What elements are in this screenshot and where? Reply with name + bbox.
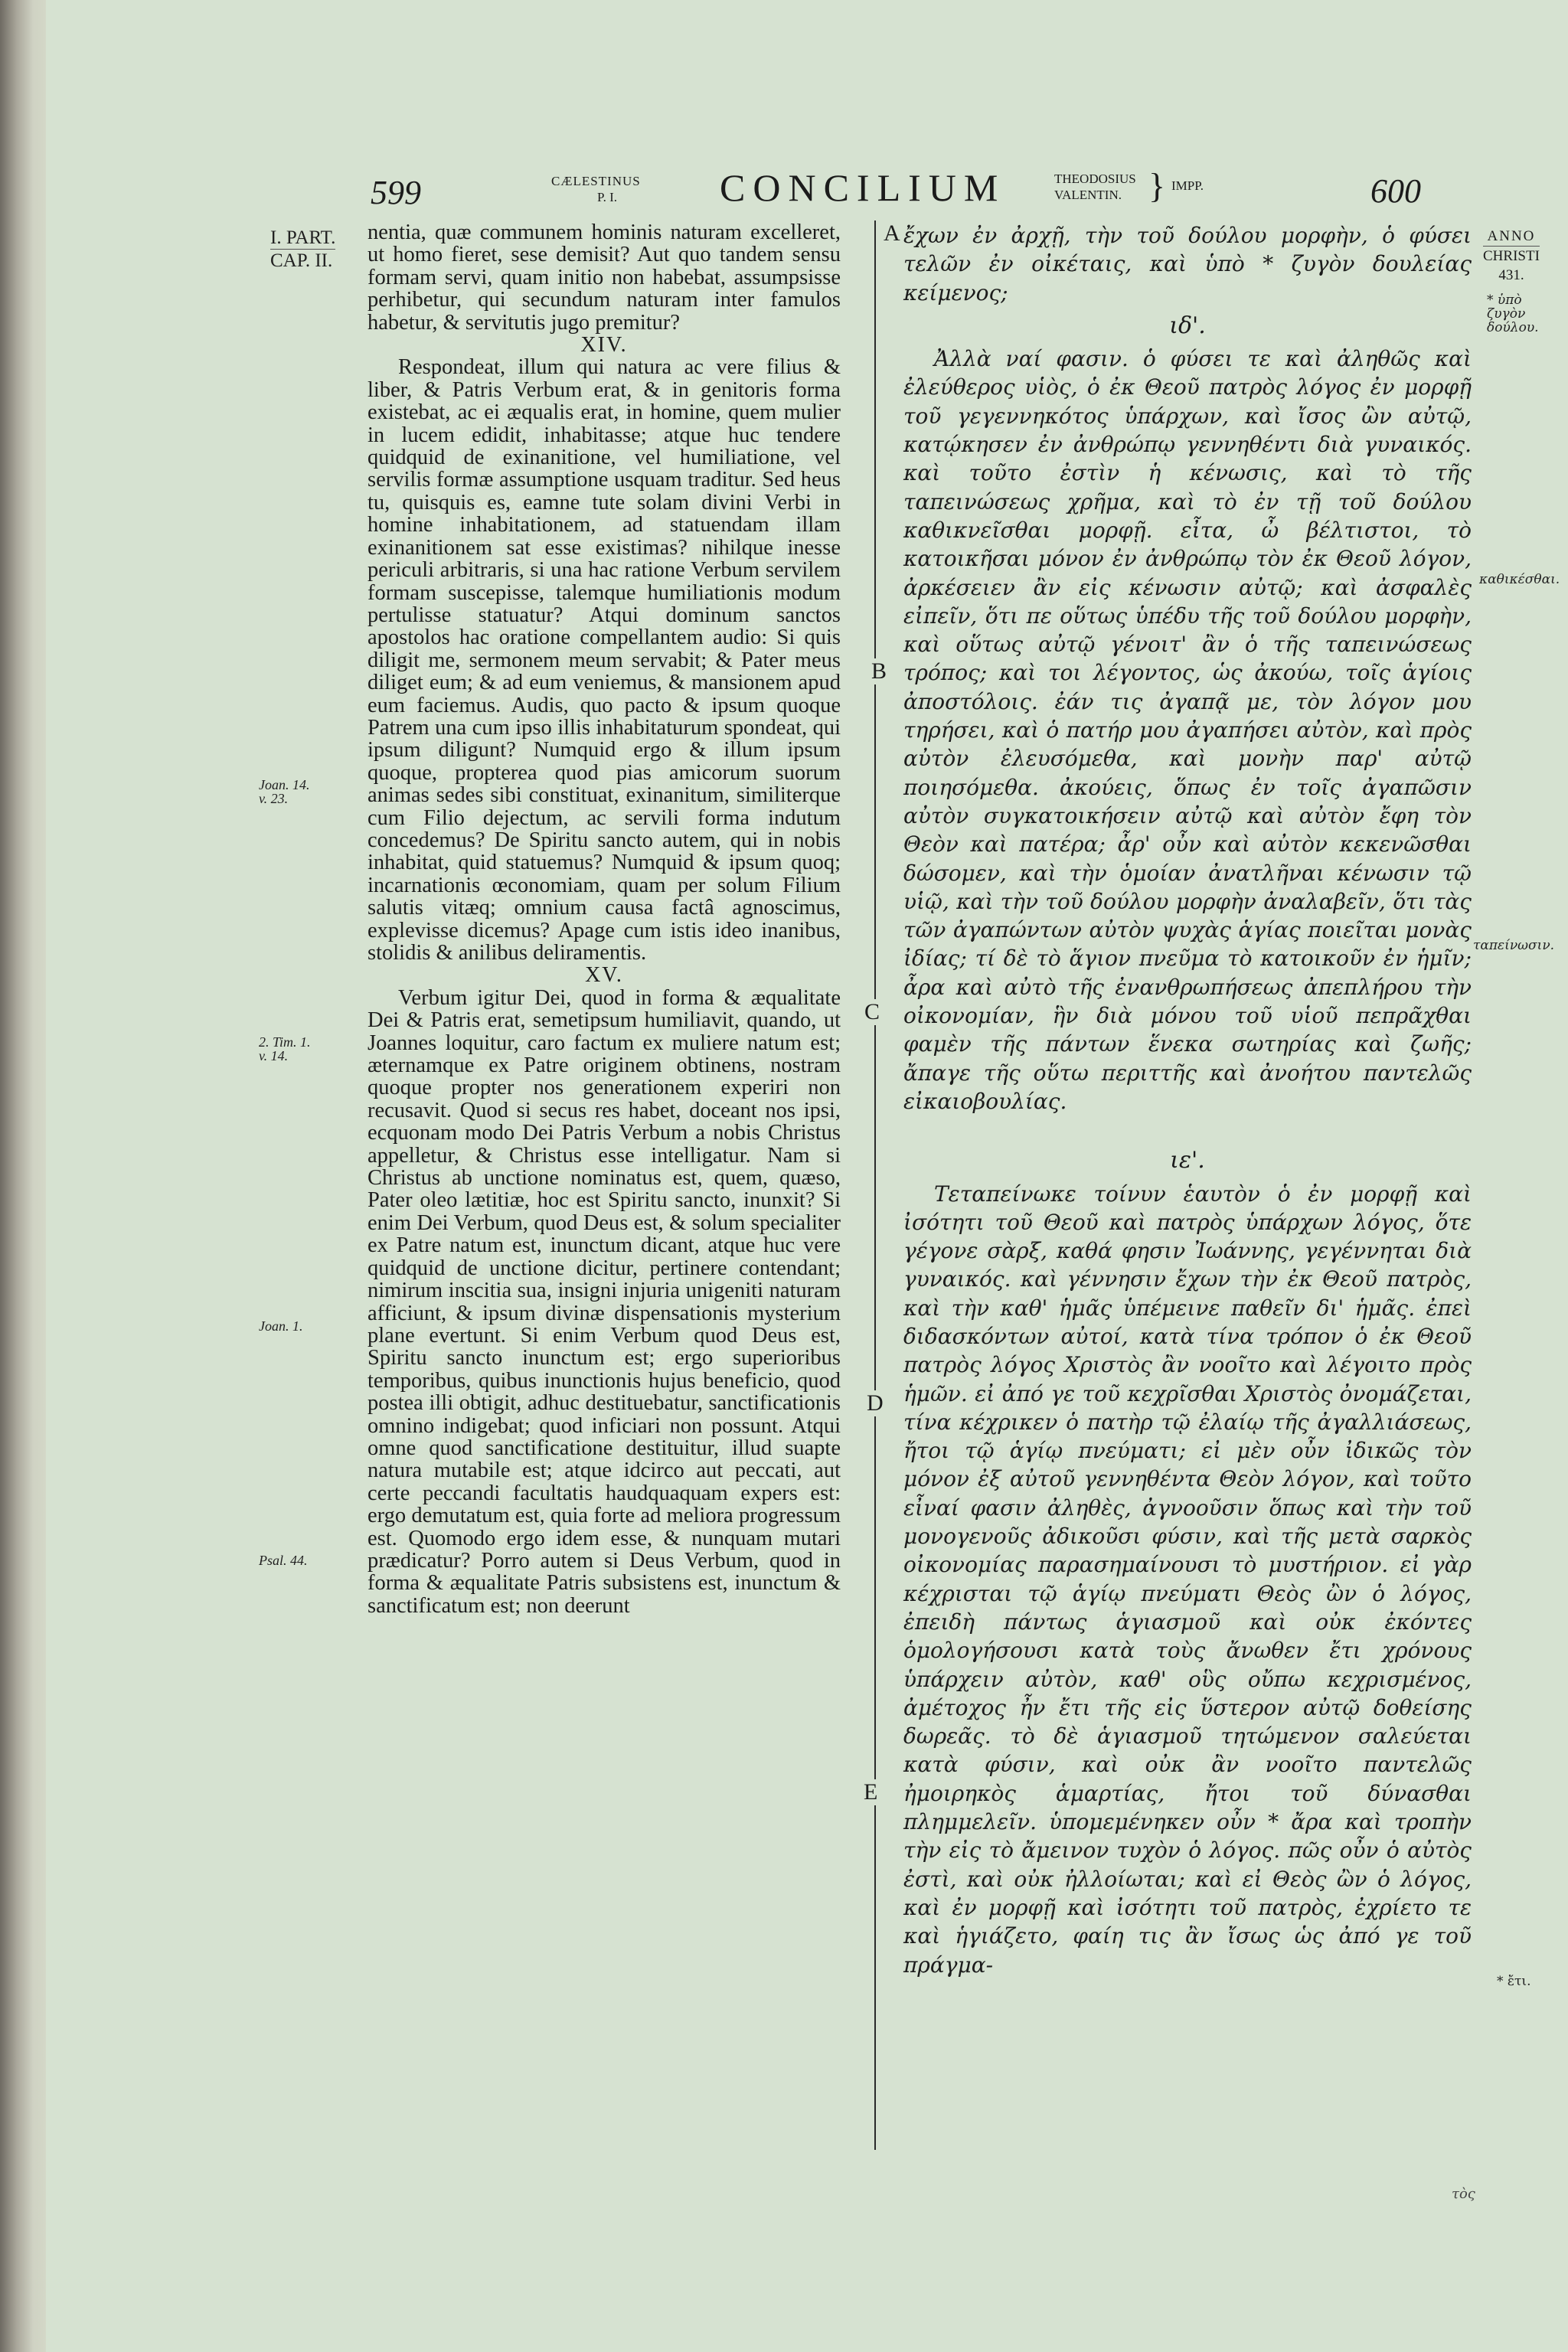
latin-column xyxy=(368,221,841,1617)
section-letter: A xyxy=(884,220,900,246)
margin-reference: Joan. 1. xyxy=(259,1318,303,1334)
chapter-label: CAP. II. xyxy=(270,250,333,271)
section-letter: B xyxy=(871,658,887,684)
latin-paragraph: Respondeat, illum qui natura ac vere filius & liber, & Patris Verbum erat, & in genitoris forma existebat, ac ei æqualis erat, in homine, quem mulier in lucem edidit, inhabitasse; atque huc tendere quidquid de exinanitione, vel humiliatione, vel servilis formæ assumptione usquam traditur. Sed heus tu, quisquis es, eamne tute solam divini Verbi in homine inhabitationem, ad statuendam illam exinanitionem sat esse existimas? nihilque inesse periculi arbitraris, si una hac ratione Verbum servilem formam suscepisse, talemque humiliationis modum pertulisse statuatur? Atqui dominum sanctos apostolos hac oratione compellantem audio: Si quis diligit me, sermonem meum servabit; & Pater meus diliget eum; & ad eum veniemus, & mansionem apud eum faciemus. Audis, quo pacto & ipsum quoque Patrem una cum ipso illis inhabitaturum spondeat, qui ipsum diligunt? Numquid ergo & illum ipsum quoque, propterea quod pias amicorum suorum animas sedes sibi constituat, exinanitum, similiterque cum Filio dejectum, ac servili forma indutum concedemus? De Spiritu sancto autem, qui in nobis inhabitat, quid statuemus? Numquid & ipsum quoq; incarnationis œconomiam, quam per solum Filium salutis vitæq; omnium causa factâ agnoscimus, explevisse dicemus? Apage cum istis ideo inanibus, stolidis & anilibus deliramentis. xyxy=(368,355,841,965)
greek-paragraph: Ἀλλὰ ναί φασιν. ὁ φύσει τε καὶ ἀληθῶς καὶ ἐλεύθερος υἱὸς, ὁ ἐκ Θεοῦ πατρὸς λόγος ἐν μορφῇ τοῦ γεγεννηκότος ὑπάρχων, καὶ ἴσος ὢν αὐτῷ, κατῴκησεν ἐν ἀνθρώπῳ γεννηθέντι διὰ γυναικός. καὶ τοῦτο ἐστὶν ἡ κένωσις, καὶ τὸ τῆς ταπεινώσεως χρῆμα, καὶ τὸ ἐν τῇ τοῦ δούλου καθικνεῖσθαι μορφῇ. εἶτα, ὦ βέλτιστοι, τὸ κατοικῆσαι μόνον ἐν ἀνθρώπῳ τὸν ἐκ Θεοῦ λόγον, ἀρκέσειεν ἂν εἰς κένωσιν αὐτῷ; καὶ ἀσφαλὲς εἰπεῖν, ὅτι πε οὕτως ὑπέδυ τῆς τοῦ δούλου μορφὴν, καὶ οὕτως αὐτῷ γένοιτ' ἂν ὁ τῆς ταπεινώσεως τρόπος; καὶ τοι λέγοντος, ὡς ἀκούω, τοῖς ἁγίοις ἀποστόλοις. ἐάν τις ἀγαπᾷ με, τὸν λόγον μου τηρήσει, καὶ ὁ πατήρ μου ἀγαπήσει αὐτὸν, καὶ πρὸς αὐτὸν ἐλευσόμεθα, καὶ μονὴν παρ' αὐτῷ ποιησόμεθα. ἀκούεις, ὅπως ἐν τοῖς ἀγαπῶσιν αὐτὸν συγκατοικήσειν αὐτῷ καὶ αὐτὸν ἔφη τὸν Θεὸν καὶ πατέρα; ἆρ' οὖν καὶ αὐτὸν κεκενῶσθαι δώσομεν, καὶ τὴν ὁμοίαν ἀνατλῆναι κένωσιν τῷ υἱῷ, καὶ τὴν τοῦ δούλου μορφὴν ἀναλαβεῖν, ὅτι τὰς τῶν ἀγαπώντων αὐτὸν ψυχὰς ἁγίας ποιεῖται μονὰς ἰδίας; τί δὲ τὸ ἅγιον πνεῦμα τὸ κατοικοῦν ἐν ἡμῖν; ἆρα καὶ αὐτὸ τῆς ἐνανθρωπήσεως ἀπεπλήρου τὴν οἰκονομίαν, ἣν διὰ μόνου τοῦ υἱοῦ πεπρᾶχθαι φαμὲν τῆς πάντων ἕνεκα σωτηρίας καὶ ζωῆς; ἄπαγε τῆς οὕτω περιττῆς καὶ ἀνοήτου παντελῶς εἰκαιοβουλίας. xyxy=(903,346,1472,1114)
book-page xyxy=(46,0,1568,2352)
part-label: I. PART. xyxy=(270,227,336,248)
section-number: XV. xyxy=(585,963,623,988)
section-number: XIV. xyxy=(580,333,628,358)
margin-variant: * ὑπὸ ζυγὸν δούλου. xyxy=(1487,292,1539,335)
running-head-emperor-1: THEODOSIUS xyxy=(1054,172,1136,186)
margin-reference: 2. Tim. 1. v. 14. xyxy=(259,1034,311,1063)
section-letter: E xyxy=(864,1779,878,1805)
section-number: ιε'. xyxy=(1170,1147,1205,1174)
year-value: 431. xyxy=(1498,267,1524,283)
greek-column xyxy=(903,221,1472,1979)
running-head-impp: IMPP. xyxy=(1171,178,1204,193)
margin-variant: καθικέσθαι. xyxy=(1479,572,1560,587)
running-head-brace: } xyxy=(1148,166,1166,205)
running-head-pope-number: P. I. xyxy=(597,190,617,204)
running-head-title: CONCILIUM xyxy=(720,166,1006,209)
greek-paragraph: ἔχων ἐν ἀρχῇ, τὴν τοῦ δούλου μορφὴν, ὁ φύσει τελῶν ἐν οἰκέταις, καὶ ὑπὸ * ζυγὸν δουλείας κείμενος; xyxy=(903,223,1472,305)
column-divider xyxy=(874,220,876,2150)
latin-paragraph: nentia, quæ communem hominis naturam excelleret, ut homo fieret, sese demisit? Aut quo tandem sensu formam servi, quam initio non habebat, assumpsisse perhibetur, qui secundum naturam inter famulos habetur, & servitutis jugo premitur? xyxy=(368,220,841,335)
margin-reference: Joan. 14. v. 23. xyxy=(259,777,310,806)
section-letter: C xyxy=(864,999,880,1024)
catchword: τὸς xyxy=(1452,2186,1475,2202)
margin-reference: Psal. 44. xyxy=(259,1553,308,1568)
section-letter: D xyxy=(867,1390,884,1416)
section-number: ιδ'. xyxy=(1169,312,1206,339)
part-chapter-note xyxy=(270,227,335,272)
page-number-right: 600 xyxy=(1370,172,1421,210)
christi-label: CHRISTI xyxy=(1483,248,1540,264)
year-note xyxy=(1483,227,1540,285)
anno-label: ANNO xyxy=(1483,227,1540,247)
running-head-emperor-2: VALENTIN. xyxy=(1054,188,1122,202)
page-number-left: 599 xyxy=(371,174,421,211)
latin-paragraph: Verbum igitur Dei, quod in forma & æqualitate Dei & Patris erat, semetipsum humiliavit, quando, ut Joannes loquitur, caro factum ex muliere natum est; æternamque ex Patre originem obtinens, nostram quoque propter nos generationem experiri non recusavit. Quod si secus res habet, doceant nos ipsi, ecquonam modo Dei Patris Verbum a nobis Christus appelletur, & Christus esse intelligatur. Nam si Christus ab unctione nominatus est, quem, quæso, Pater oleo lætitiæ, hoc est Spiritu sancto, inunxit? Si enim Dei Verbum, quod Deus est, & solum specialiter ex Patre natum est, inunctum dicant, atque huc vere quidquid de unctione dicitur, pertinere contendant; nimirum inscitia sua, insigni injuria unigeniti naturam afficiunt, & ipsum divinæ dispensationis mysterium plane evertunt. Si enim Verbum quod Deus est, Spiritu sancto inunctum est; ergo superioribus temporibus, quibus inunctionis hujus beneficio, quod postea illi obtigit, adhuc destituebatur, sanctificationis omnino indigebat; quod inficiari non possunt. Atqui omne quod sanctificatione destituitur, illud suapte natura mutabile est; atque idcirco aut peccati, aut certe peccandi facultatis haudquaquam expers est: ergo demutatum est, quia forte ad meliora progressum est. Quomodo ergo idem esse, & nunquam mutari prædicatur? Porro autem si Deus Verbum, quod in forma & æqualitate Patris subsistens est, inunctum & sanctificatum est; non deerunt xyxy=(368,985,841,1618)
margin-variant: ταπείνωσιν. xyxy=(1473,938,1555,953)
running-head-pope: CÆLESTINUS xyxy=(551,174,641,188)
margin-variant: * ἔτι. xyxy=(1497,1974,1531,1989)
greek-paragraph: Τεταπείνωκε τοίνυν ἑαυτὸν ὁ ἐν μορφῇ καὶ ἰσότητι τοῦ Θεοῦ καὶ πατρὸς ὑπάρχων λόγος, ὅτε γέγονε σὰρξ, καθά φησιν Ἰωάννης, γεγέννηται διὰ γυναικός. καὶ γέννησιν ἔχων τὴν ἐκ Θεοῦ πατρὸς, καὶ τὴν καθ' ἡμᾶς ὑπέμεινε παθεῖν δι' ἡμᾶς. ἐπεὶ διδασκόντων αὐτοί, κατὰ τίνα τρόπον ὁ ἐκ Θεοῦ πατρὸς λόγος Χριστὸς ἂν νοοῖτο καὶ λέγοιτο πρὸς ἡμῶν. εἰ ἀπό γε τοῦ κεχρῖσθαι Χριστὸς ὀνομάζεται, τίνα κέχρικεν ὁ πατὴρ τῷ ἐλαίῳ τῆς ἀγαλλιάσεως, ἤτοι τῷ ἁγίῳ πνεύματι; εἰ μὲν οὖν ἰδικῶς τὸν μόνον ἐξ αὐτοῦ γεννηθέντα Θεὸν λόγον, καὶ τοῦτο εἶναί φασιν ἀληθὲς, ἀγνοοῦσιν ὅπως καὶ τὴν τοῦ μονογενοῦς ἀδικοῦσι φύσιν, καὶ τῆς μετὰ σαρκὸς οἰκονομίας παρασημαίνουσι τὸ μυστήριον. εἰ γὰρ κέχρισται τῷ ἁγίῳ πνεύματι Θεὸς ὢν ὁ λόγος, ἐπειδὴ πάντως ἁγιασμοῦ καὶ οὐκ ἐκόντες ὁμολογήσουσι κατὰ τοὺς ἄνωθεν ἔτι χρόνους ὑπάρχειν αὐτὸν, καθ' οὓς οὔπω κεχρισμένος, ἀμέτοχος ἦν ἔτι τῆς εἰς ὕστερον αὐτῷ δοθείσης δωρεᾶς. τὸ δὲ ἁγιασμοῦ τητώμενον σαλεύεται κατὰ φύσιν, καὶ οὐκ ἂν νοοῖτο παντελῶς ἠμοιρηκὸς ἁμαρτίας, ἤτοι τοῦ δύνασθαι πλημμελεῖν. ὑπομεμένηκεν οὖν * ἄρα καὶ τροπὴν τὴν εἰς τὸ ἄμεινον τυχὸν ὁ λόγος. πῶς οὖν ὁ αὐτὸς ἐστὶ, καὶ οὐκ ἠλλοίωται; καὶ εἰ Θεὸς ὢν ὁ λόγος, καὶ ἐν μορφῇ καὶ ἰσότητι τοῦ πατρὸς, ἐχρίετο τε καὶ ἡγιάζετο, φαίη τις ἂν ἴσως ὡς ἀπό γε τοῦ πράγμα- xyxy=(903,1181,1472,1978)
